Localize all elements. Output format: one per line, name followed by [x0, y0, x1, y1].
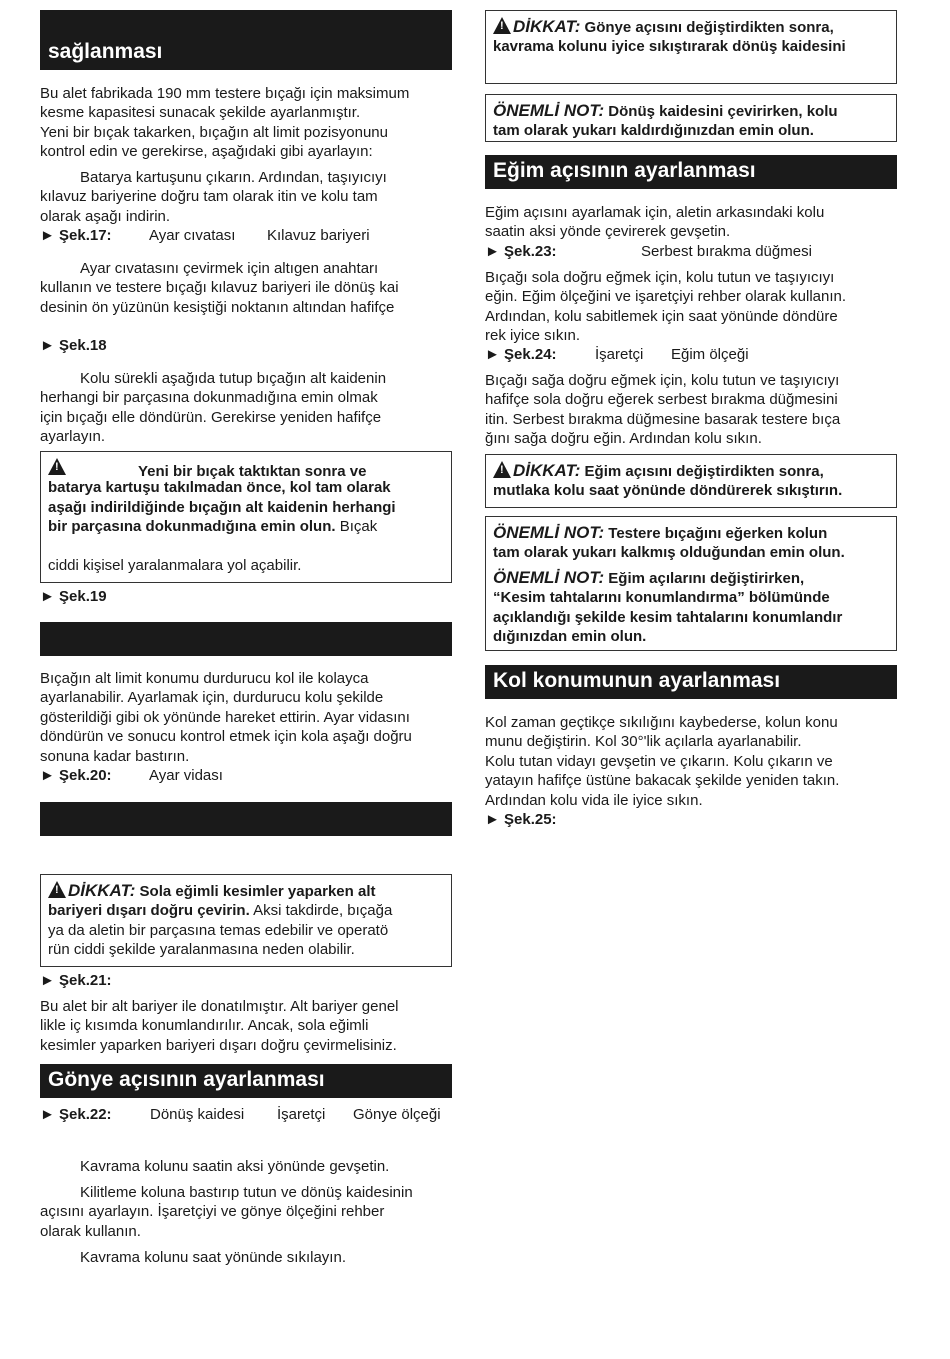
paragraph-bevel-intro: Eğim açısını ayarlamak için, aletin arkasındaki kolu saatin aksi yönde çevirerek gevşetin.: [485, 204, 825, 241]
step-lock-lever: Kilitleme koluna bastırıp tutun ve dönüş kaidesinin açısını ayarlayın. İşaretçiyi ve gönye ölçeğini rehber olarak kullanın.: [40, 1184, 413, 1240]
paragraph-tilt-left: Bıçağı sola doğru eğmek için, kolu tutun ve taşıyıcıyı eğin. Eğim ölçeğini ve işaretçiyi rehber olarak kullanın. Ardından, kolu sabitlemek için saat yönünde döndüre rek iyice sıkın.: [485, 269, 847, 345]
section-header-handle-position: Kol konumunun ayarlanması: [485, 665, 897, 699]
warning-triangle-icon: [493, 17, 511, 34]
section-header-blade-limit: sağlanması: [40, 10, 452, 70]
section-header-miter-angle: Gönye açısının ayarlanması: [40, 1064, 452, 1098]
warning-box-bevel: !DİKKAT: Eğim açısını değiştirdikten sonra, mutlaka kolu saat yönünde döndürerek sıkıştırın.: [485, 454, 897, 508]
paragraph-factory-setting: Bu alet fabrikada 190 mm testere bıçağı için maksimum kesme kapasitesi sunacak şekilde ayarlanmıştır. Yeni bir bıçak takarken, bıçağın alt limit pozisyonunu kontrol edin ve gerekirse, aşağıdaki gibi ayarlayın:: [40, 85, 410, 161]
warning-triangle-icon: [48, 881, 66, 898]
figure-ref-20: ► Şek.20: Ayar vidası: [40, 767, 223, 784]
figure-ref-21: ► Şek.21:: [40, 972, 112, 989]
step-adjust-bolt: Ayar cıvatasını çevirmek için altıgen anahtarı kullanın ve testere bıçağı kılavuz bariyeri ile dönüş kai desinin ön yüzünün kesiştiği noktanın altından hafifçe: [40, 260, 399, 316]
step-tighten-grip: Kavrama kolunu saat yönünde sıkılayın.: [80, 1249, 346, 1266]
warning-triangle-icon: [493, 461, 511, 478]
figure-ref-17: ► Şek.17: Ayar cıvatası Kılavuz bariyeri: [40, 227, 370, 244]
figure-ref-23: ► Şek.23: Serbest bırakma düğmesi: [485, 243, 812, 260]
note-box-turn-base: ÖNEMLİ NOT: Dönüş kaidesini çevirirken, kolu tam olarak yukarı kaldırdığınızdan emin olun.: [485, 94, 897, 142]
figure-ref-22: ► Şek.22: Dönüş kaidesi İşaretçi Gönye ölçeği: [40, 1106, 441, 1123]
section-header-blank-2: [40, 802, 452, 836]
figure-ref-25: ► Şek.25:: [485, 811, 557, 828]
note-box-bevel: ÖNEMLİ NOT: Testere bıçağını eğerken kolun tam olarak yukarı kalkmış olduğundan emin olun. ÖNEMLİ NOT: Eğim açılarını değiştirirken, “Kesim tahtalarını konumlandırma” bölümünde açıklandığı şekilde kesim tahtalarını konumlandır dığınızdan emin olun.: [485, 516, 897, 651]
paragraph-handle-position: Kol zaman geçtikçe sıkılığını kaybederse, kolun konu munu değiştirin. Kol 30°'lik açılarla ayarlanabilir. Kolu tutan vidayı gevşetin ve çıkarın. Kolu çıkarın ve yatayın hafifçe üstüne bakacak şekilde yeniden takın. Ardından kolu vida ile iyice sıkın.: [485, 714, 840, 809]
figure-ref-24: ► Şek.24: İşaretçi Eğim ölçeği: [485, 346, 749, 363]
section-header-bevel-angle: Eğim açısının ayarlanması: [485, 155, 897, 189]
figure-ref-18: ► Şek.18: [40, 337, 107, 354]
step-check-blade: Kolu sürekli aşağıda tutup bıçağın alt kaidenin herhangi bir parçasına dokunmadığına emin olmak için bıçağı elle döndürün. Gerekirse yeniden hafifçe ayarlayın.: [40, 370, 387, 446]
warning-triangle-icon: [48, 458, 66, 475]
step-remove-battery: Batarya kartuşunu çıkarın. Ardından, taşıyıcıyı kılavuz bariyerine doğru tam olarak itin ve kolu tam olarak aşağı indirin.: [40, 169, 387, 225]
paragraph-stopper-lever: Bıçağın alt limit konumu durdurucu kol ile kolayca ayarlanabilir. Ayarlamak için, durdurucu kolu şekilde gösterildiği gibi ok yönünde hareket ettirin. Ayar vidasını döndürün ve sonucu kontrol etmek için kola aşağı doğru sonuna kadar bastırın.: [40, 670, 412, 765]
paragraph-tilt-right: Bıçağı sağa doğru eğmek için, kolu tutun ve taşıyıcıyı hafifçe sola doğru eğerek serbest bırakma düğmesini itin. Serbest bırakma düğmesine basarak testere bıça ğını sağa doğru eğin. Ardından kolu sıkın.: [485, 372, 841, 448]
paragraph-lower-fence: Bu alet bir alt bariyer ile donatılmıştır. Alt bariyer genel likle iç kısımda konumlandırılır. Ancak, sola eğimli kesimler yaparken bariyeri dışarı doğru çevirmelisiniz.: [40, 998, 399, 1054]
warning-box-lower-fence: !DİKKAT: Sola eğimli kesimler yaparken alt bariyeri dışarı doğru çevirin. Aksi takdirde, bıçağa ya da aletin bir parçasına temas edebilir ve operatö rün ciddi şekilde yaralanmasına neden olabilir.: [40, 874, 452, 967]
step-loosen-grip: Kavrama kolunu saatin aksi yönünde gevşetin.: [80, 1158, 390, 1175]
section-header-blank-1: [40, 622, 452, 656]
figure-ref-19: ► Şek.19: [40, 588, 107, 605]
warning-box-miter: !DİKKAT: Gönye açısını değiştirdikten sonra, kavrama kolunu iyice sıkıştırarak dönüş kaidesini: [485, 10, 897, 84]
warning-box-new-blade: ! Yeni bir bıçak taktıktan sonra ve batarya kartuşu takılmadan önce, kol tam olarak aşağı indirildiğinde bıçağın alt kaidenin herhangi bir parçasına dokunmadığına emin olun. Bıçak ciddi kişisel yaralanmalara yol açabilir.: [40, 451, 452, 583]
